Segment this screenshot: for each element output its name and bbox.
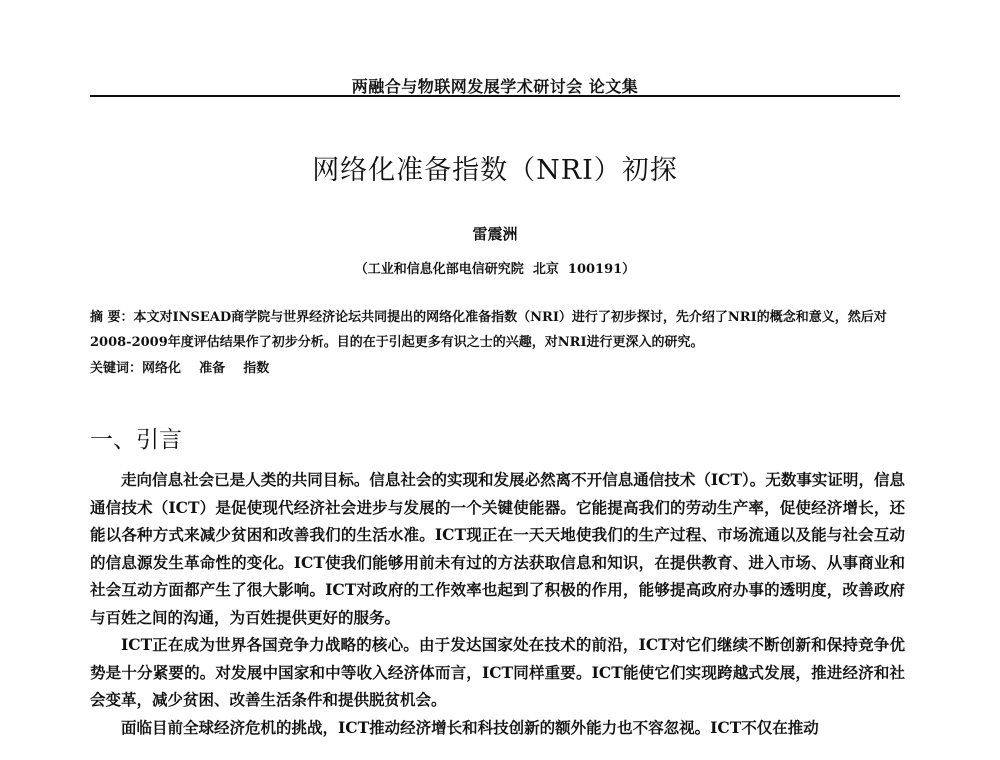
abstract-text: 本文对INSEAD商学院与世界经济论坛共同提出的网络化准备指数（NRI）进行了初步探讨，先介绍了NRI的概念和意义，然后对2008-2009年度评估结果作了初步分析。目的在于引起更多有识之士的兴趣，对NRI进行更深入的研究。: [90, 310, 887, 350]
paper-title: 网络化准备指数（NRI）初探: [312, 155, 678, 186]
running-header: 两融合与物联网发展学术研讨会 论文集: [351, 77, 639, 96]
header-rule: [90, 95, 900, 97]
abstract: [90, 305, 905, 355]
body-paragraph: 走向信息社会已是人类的共同目标。信息社会的实现和发展必然离不开信息通信技术（ICT）。无数事实证明，信息通信技术（ICT）是促使现代经济社会进步与发展的一个关键使能器。它能提高我们的劳动生产率，促使经济增长，还能以各种方式来减少贫困和改善我们的生活水准。ICT现正在一天天地使我们的生产过程、市场流通以及能与社会互动的信息源发生革命性的变化。ICT使我们能够用前未有过的方法获取信息和知识，在提供教育、进入市场、从事商业和社会互动方面都产生了很大影响。ICT对政府的工作效率也起到了积极的作用，能够提高政府办事的透明度，改善政府与百姓之间的沟通，为百姓提供更好的服务。: [90, 470, 905, 627]
author-affiliation: （工业和信息化部电信研究院 北京 100191）: [354, 262, 636, 277]
section-body: [90, 466, 905, 741]
keywords: [90, 356, 905, 381]
author-name: 雷震洲: [472, 225, 518, 243]
body-paragraph: ICT正在成为世界各国竞争力战略的核心。由于发达国家处在技术的前沿，ICT对它们继续不断创新和保持竞争优势是十分紧要的。对发展中国家和中等收入经济体而言，ICT同样重要。ICT能使它们实现跨越式发展，推进经济和社会变革，减少贫困、改善生活条件和提供脱贫机会。: [90, 635, 905, 709]
abstract-label: 摘 要：: [90, 310, 134, 325]
keywords-label: 关键词：: [90, 361, 143, 376]
body-paragraph: 面临目前全球经济危机的挑战，ICT推动经济增长和科技创新的额外能力也不容忽视。ICT不仅在推动: [121, 717, 819, 737]
keywords-text: 网络化 准备 指数: [142, 361, 270, 376]
section-heading: 一、引言: [90, 427, 182, 453]
